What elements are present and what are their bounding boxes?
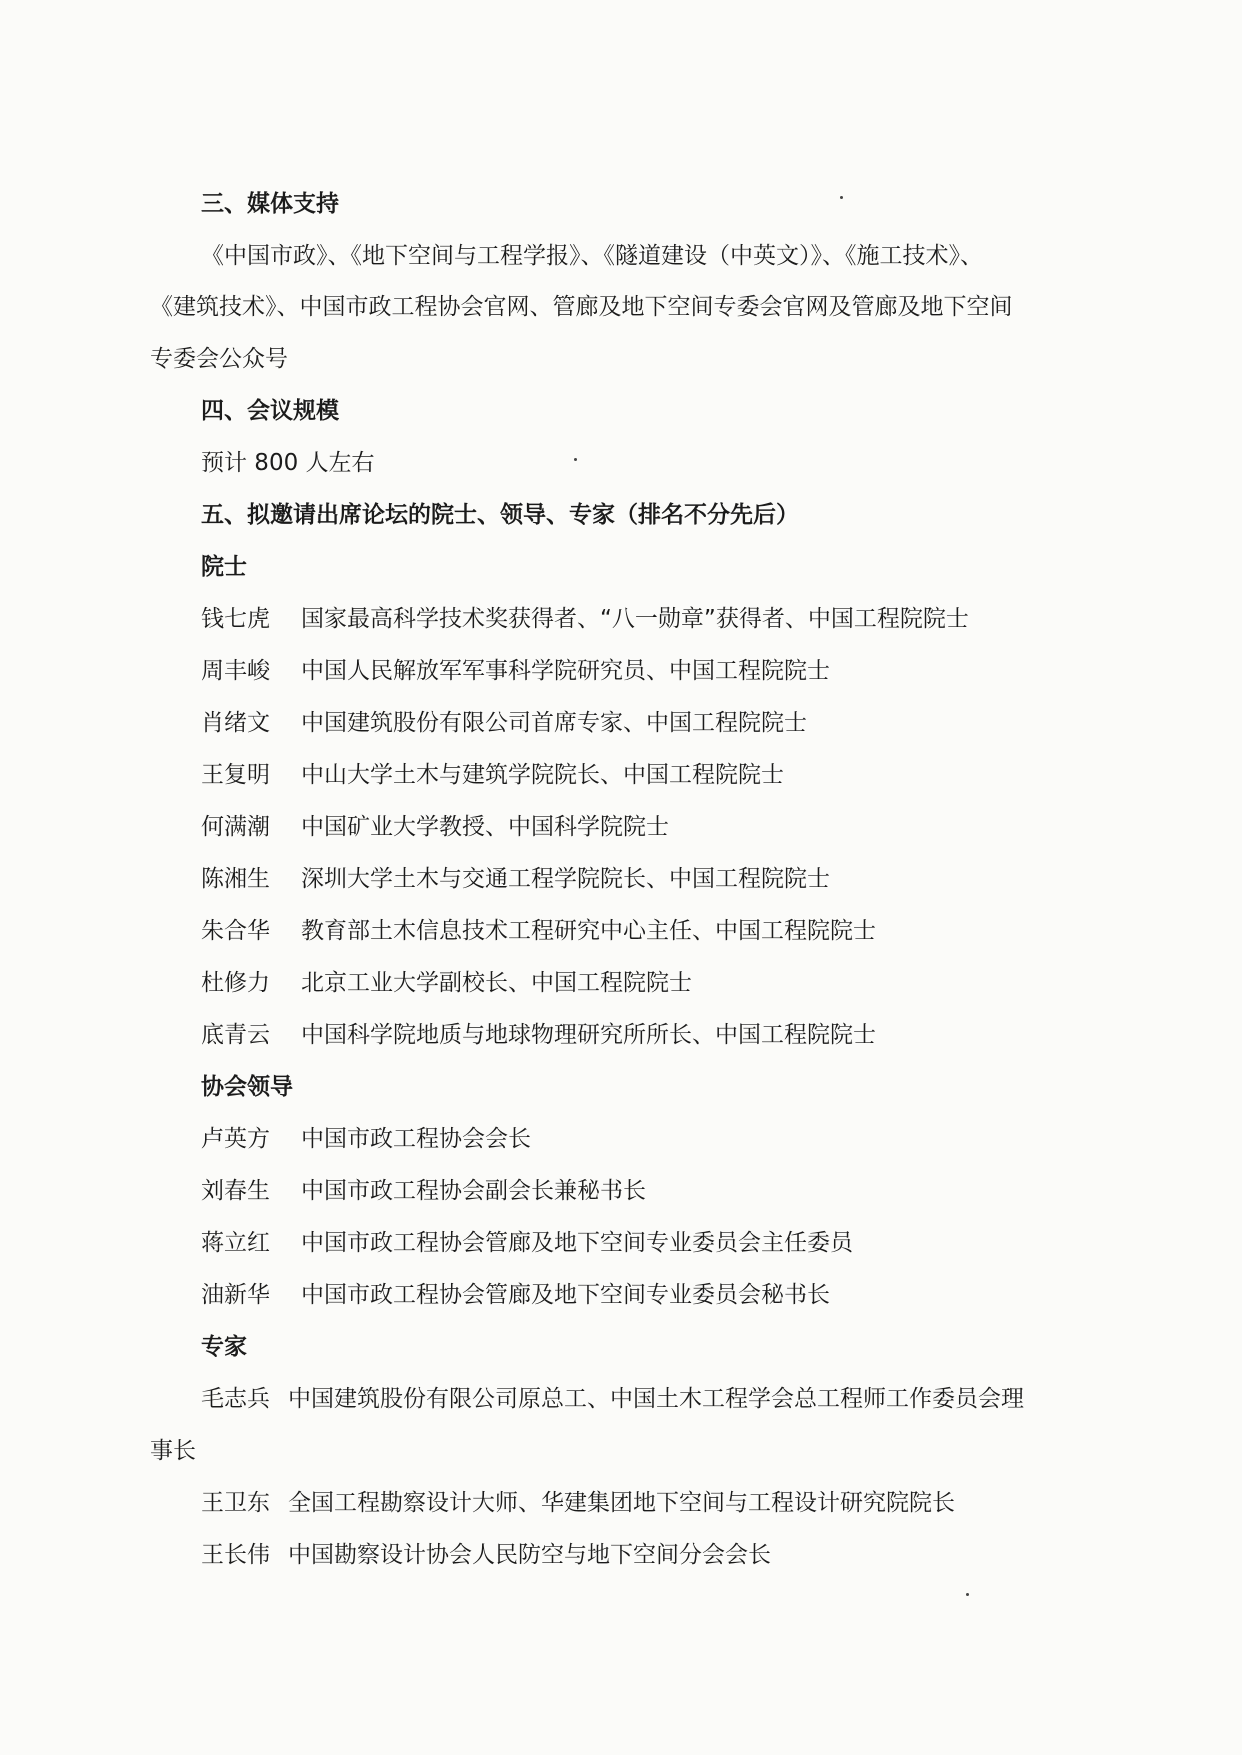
list-item [201, 967, 692, 999]
list-item [201, 1383, 1024, 1415]
person-name: 毛志兵 [201, 1386, 270, 1412]
person-description: 中国市政工程协会管廊及地下空间专业委员会秘书长 [301, 1282, 830, 1308]
person-description: 中国人民解放军军事科学院研究员、中国工程院院士 [301, 658, 830, 684]
list-item [201, 1123, 531, 1155]
person-description: 中国市政工程协会副会长兼秘书长 [301, 1178, 646, 1204]
subheading-leaders: 协会领导 [201, 1074, 293, 1100]
person-description: 全国工程勘察设计大师、华建集团地下空间与工程设计研究院院长 [288, 1490, 955, 1516]
person-name: 何满潮 [201, 814, 270, 840]
media-text-line-1: 《中国市政》、《地下空间与工程学报》、《隧道建设（中英文）》、《施工技术》、 [201, 243, 983, 269]
person-name: 肖绪文 [201, 710, 270, 736]
person-description: 教育部土木信息技术工程研究中心主任、中国工程院院士 [301, 918, 876, 944]
person-description: 中国科学院地质与地球物理研究所所长、中国工程院院士 [301, 1022, 876, 1048]
person-description: 中国市政工程协会管廊及地下空间专业委员会主任委员 [301, 1230, 853, 1256]
person-name: 卢英方 [201, 1126, 270, 1152]
person-description: 国家最高科学技术奖获得者、“八一勋章”获得者、中国工程院院士 [301, 606, 969, 632]
list-item [201, 1279, 830, 1311]
list-item [201, 1227, 853, 1259]
section-heading-invitees: 五、拟邀请出席论坛的院士、领导、专家（排名不分先后） [201, 502, 799, 528]
person-name: 王复明 [201, 762, 270, 788]
subheading-experts: 专家 [201, 1334, 247, 1360]
list-item [201, 1487, 955, 1519]
list-item [201, 759, 784, 791]
list-item [201, 1175, 646, 1207]
list-item [201, 603, 969, 635]
person-description: 中山大学土木与建筑学院院长、中国工程院院士 [301, 762, 784, 788]
person-name: 王卫东 [201, 1490, 270, 1516]
person-name: 陈湘生 [201, 866, 270, 892]
person-description-continued: 事长 [150, 1438, 196, 1464]
person-description: 中国建筑股份有限公司首席专家、中国工程院院士 [301, 710, 807, 736]
person-name: 钱七虎 [201, 606, 270, 632]
list-item [201, 915, 876, 947]
person-description: 深圳大学土木与交通工程学院院长、中国工程院院士 [301, 866, 830, 892]
person-description: 中国矿业大学教授、中国科学院院士 [301, 814, 669, 840]
person-name: 油新华 [201, 1282, 270, 1308]
person-name: 杜修力 [201, 970, 270, 996]
media-text-line-3: 专委会公众号 [150, 346, 288, 372]
list-item [201, 811, 669, 843]
person-name: 朱合华 [201, 918, 270, 944]
person-name: 周丰峻 [201, 658, 270, 684]
person-name: 底青云 [201, 1022, 270, 1048]
section-heading-media: 三、媒体支持 [201, 191, 339, 217]
scan-speck [840, 196, 843, 199]
scan-speck [574, 458, 577, 461]
section-heading-scale: 四、会议规模 [201, 398, 339, 424]
person-description: 中国市政工程协会会长 [301, 1126, 531, 1152]
person-description: 中国建筑股份有限公司原总工、中国土木工程学会总工程师工作委员会理 [288, 1386, 1024, 1412]
media-text-line-2: 《建筑技术》、中国市政工程协会官网、管廊及地下空间专委会官网及管廊及地下空间 [150, 294, 1013, 320]
list-item [201, 1539, 771, 1571]
scan-speck [966, 1593, 969, 1596]
subheading-academicians: 院士 [201, 554, 247, 580]
person-name: 王长伟 [201, 1542, 270, 1568]
person-description: 北京工业大学副校长、中国工程院院士 [301, 970, 692, 996]
list-item [201, 863, 830, 895]
list-item [201, 707, 807, 739]
scale-text: 预计 800 人左右 [201, 450, 375, 476]
person-description: 中国勘察设计协会人民防空与地下空间分会会长 [288, 1542, 771, 1568]
list-item [201, 655, 830, 687]
list-item [201, 1019, 876, 1051]
person-name: 蒋立红 [201, 1230, 270, 1256]
person-name: 刘春生 [201, 1178, 270, 1204]
